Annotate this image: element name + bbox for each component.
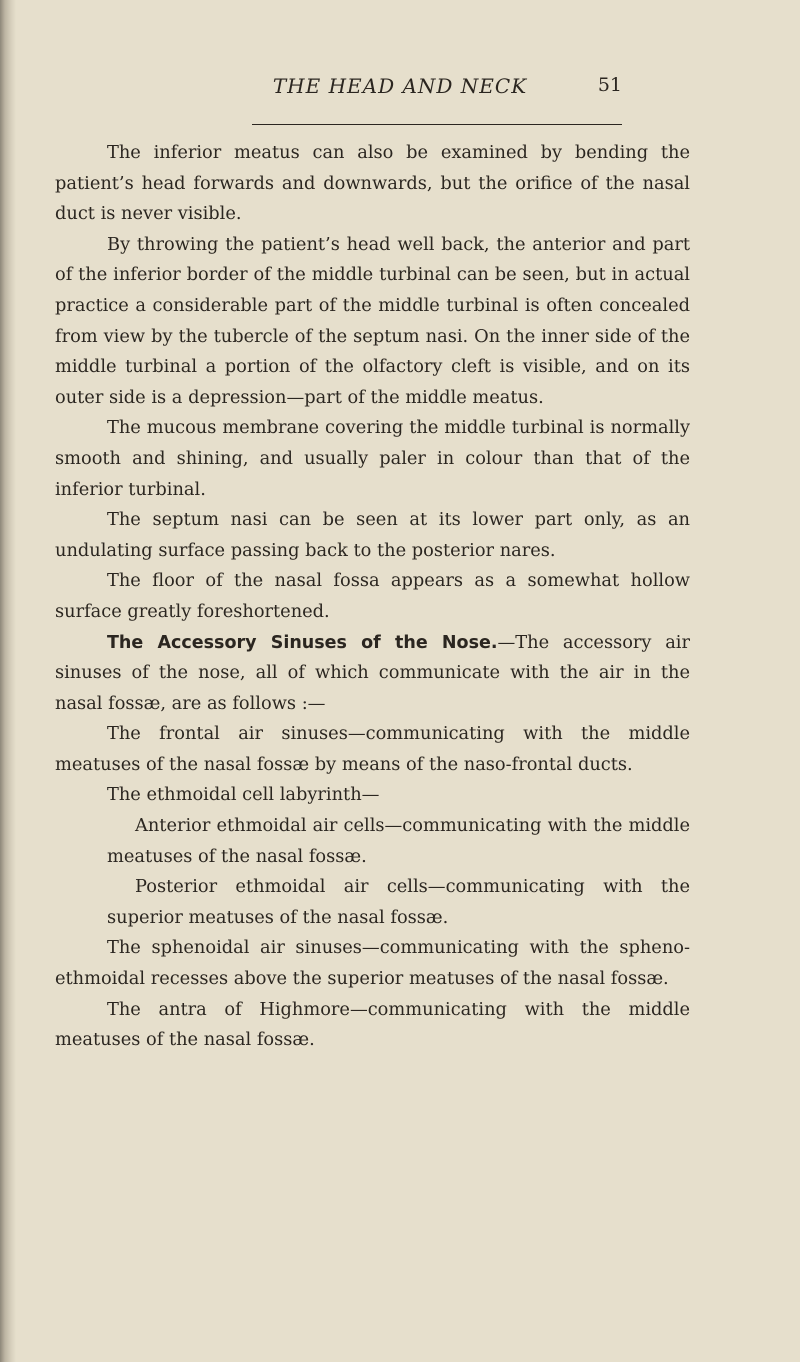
section-heading: The Accessory Sinuses of the Nose. xyxy=(107,632,498,653)
page-header xyxy=(250,74,622,104)
body-text xyxy=(55,138,690,1056)
paragraph: The ethmoidal cell labyrinth— xyxy=(107,784,380,806)
paragraph: By throwing the patient’s head well back, the anterior and part of the inferior border of the middle turbinal can be seen, but in actual practice a considerable part of the middle turbinal is often concealed from view by the tubercle of the septum nasi. On the inner side of the middle turbinal a portion of the olfactory cleft is visible, and on its outer side is a depression—part of the middle meatus. xyxy=(55,233,690,408)
indented-paragraph: Anterior ethmoidal air cells—communicating with the middle meatuses of the nasal fossæ. xyxy=(107,815,690,867)
page-number: 51 xyxy=(597,74,622,96)
indented-paragraph: Posterior ethmoidal air cells—communicating with the superior meatuses of the nasal fossæ. xyxy=(107,876,690,928)
paragraph: The inferior meatus can also be examined by bending the patient’s head forwards and downwards, but the orifice of the nasal duct is never visible. xyxy=(55,142,690,225)
paragraph: The frontal air sinuses—communicating with the middle meatuses of the nasal fossæ by means of the naso-frontal ducts. xyxy=(55,723,690,775)
running-title: THE HEAD AND NECK xyxy=(272,74,528,98)
paragraph: The floor of the nasal fossa appears as a somewhat hollow surface greatly foreshortened. xyxy=(55,570,690,622)
header-rule xyxy=(252,124,622,125)
section-intro-text: —The accessory air sinuses of the nose, all of which communicate with the air in the nasal fossæ, are as follows :— xyxy=(55,631,690,714)
paragraph: The septum nasi can be seen at its lower part only, as an undulating surface passing back to the posterior nares. xyxy=(55,509,690,561)
page-edge xyxy=(0,0,16,1362)
paragraph: The mucous membrane covering the middle turbinal is normally smooth and shining, and usually paler in colour than that of the inferior turbinal. xyxy=(55,417,690,500)
paragraph: The sphenoidal air sinuses—communicating with the spheno-ethmoidal recesses above the superior meatuses of the nasal fossæ. xyxy=(55,937,690,990)
paragraph: The antra of Highmore—communicating with the middle meatuses of the nasal fossæ. xyxy=(55,998,690,1051)
section-paragraph xyxy=(55,628,690,720)
